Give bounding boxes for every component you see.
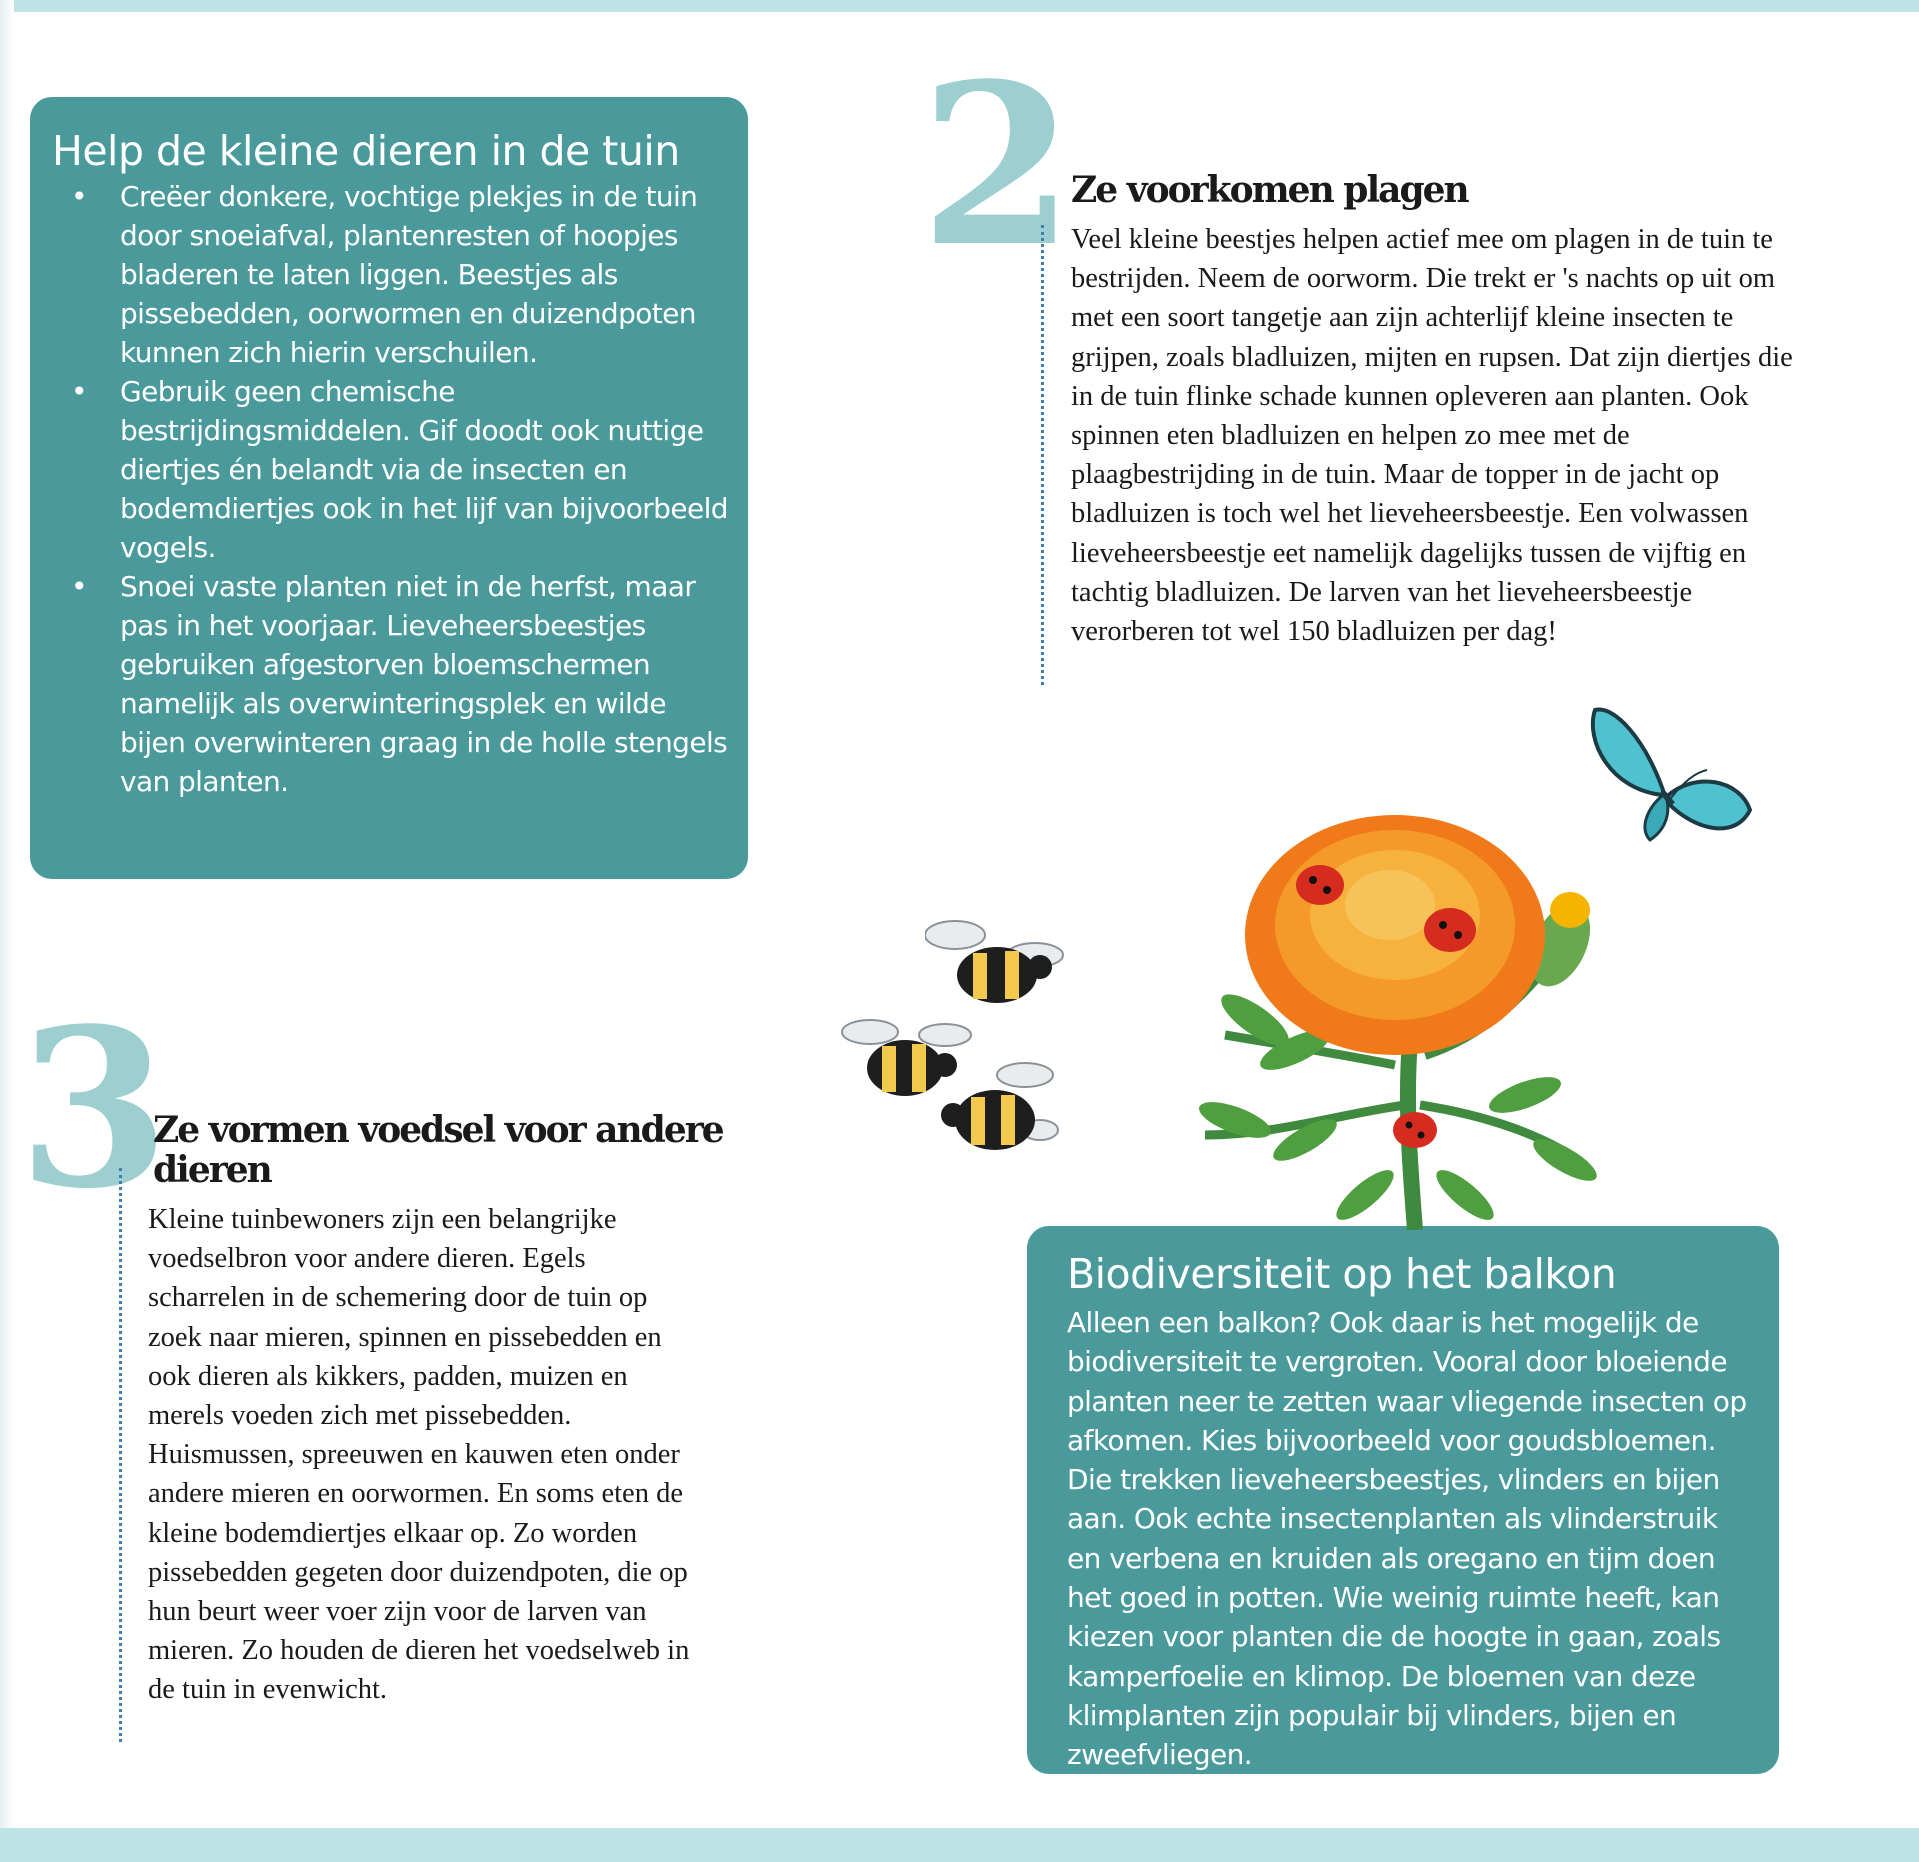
help-animals-list: [52, 177, 728, 801]
section3-body: Kleine tuinbewoners zijn een belangrijke voedselbron voor andere dieren. Egels scharrelen in de schemering door de tuin op zoek naar mieren, spinnen en pissebedden en ook dieren als kikkers, padden, muizen en merels voeden zich met pissebedden. Huismussen, spreeuwen en kauwen eten onder andere mieren en oorwormen. En soms eten de kleine bodemdiertjes elkaar op. Zo worden pissebedden gegeten door duizendpoten, die op hun beurt weer voer zijn voor de larven van mieren. Zo houden de dieren het voedselweb in de tuin in evenwicht.: [148, 1204, 690, 1706]
help-animals-bullet: • Creëer donkere, vochtige plekjes in de tuin door snoeiafval, plantenresten of hoopjes bladeren te laten liggen. Beestjes als pissebedden, oorwormen en duizendpoten kunnen zich hierin verschuilen.: [52, 177, 728, 372]
bottom-band: [0, 1828, 1919, 1862]
help-animals-title: Help de kleine dieren in de tuin: [52, 127, 680, 175]
section3-dotted-rule: [119, 1168, 122, 1742]
marigold-flower-icon: [1165, 805, 1645, 1230]
top-band: [0, 0, 1919, 12]
section2-title: Ze voorkomen plagen: [1071, 169, 1468, 211]
help-animals-box: [30, 97, 748, 879]
section2-dotted-rule: [1041, 225, 1044, 685]
section-number-2: 2: [920, 36, 1075, 296]
help-animals-bullet: • Snoei vaste planten niet in de herfst, maar pas in het voorjaar. Lieveheersbeestjes gebruiken afgestorven bloemschermen namelijk als overwinteringsplek en wilde bijen overwinteren graag in de holle stengels van planten.: [52, 567, 728, 801]
bumblebee-icon: [925, 915, 1075, 1025]
bumblebee-icon: [925, 1055, 1060, 1180]
section3-title: Ze vormen voedsel voor andere dieren: [153, 1109, 723, 1191]
section-number-3: 3: [18, 981, 170, 1237]
section2-body: Veel kleine beestjes helpen actief mee om plagen in de tuin te bestrijden. Neem de oorworm. Die trekt er 's nachts op uit om met een soort tangetje aan zijn achterlijf kleine insecten te grijpen, zoals bladluizen, mijten en rupsen. Dat zijn diertjes die in de tuin flinke schade kunnen opleveren aan planten. Ook spinnen eten bladluizen en helpen zo mee met de plaagbestrijding in de tuin. Maar de topper in de jacht op bladluizen is toch wel het lieveheersbeestje. Een volwassen lieveheersbeestje eet namelijk dagelijks tussen de vijftig en tachtig bladluizen. De larven van het lieveheersbeestje verorberen tot wel 150 bladluizen per dag!: [1071, 224, 1793, 648]
balcony-box: [1027, 1226, 1779, 1774]
balcony-body: Alleen een balkon? Ook daar is het mogelijk de biodiversiteit te vergroten. Vooral door bloeiende planten neer te zetten waar vliegende insecten op afkomen. Kies bijvoorbeeld voor goudsbloemen. Die trekken lieveheersbeestjes, vlinders en bijen aan. Ook echte insectenplanten als vlinderstruik en verbena en kruiden als oregano en tijm doen het goed in potten. Wie weinig ruimte heeft, kan kiezen voor planten die de hoogte in gaan, zoals kamperfoelie en klimop. De bloemen van deze klimplanten zijn populair bij vlinders, bijen en zweefvliegen.: [1067, 1306, 1747, 1772]
balcony-title: Biodiversiteit op het balkon: [1067, 1250, 1617, 1298]
page-gutter-shade: [0, 0, 14, 1862]
help-animals-bullet: • Gebruik geen chemische bestrijdingsmiddelen. Gif doodt ook nuttige diertjes én belandt via de insecten en bodemdiertjes ook in het lijf van bijvoorbeeld vogels.: [52, 372, 728, 567]
